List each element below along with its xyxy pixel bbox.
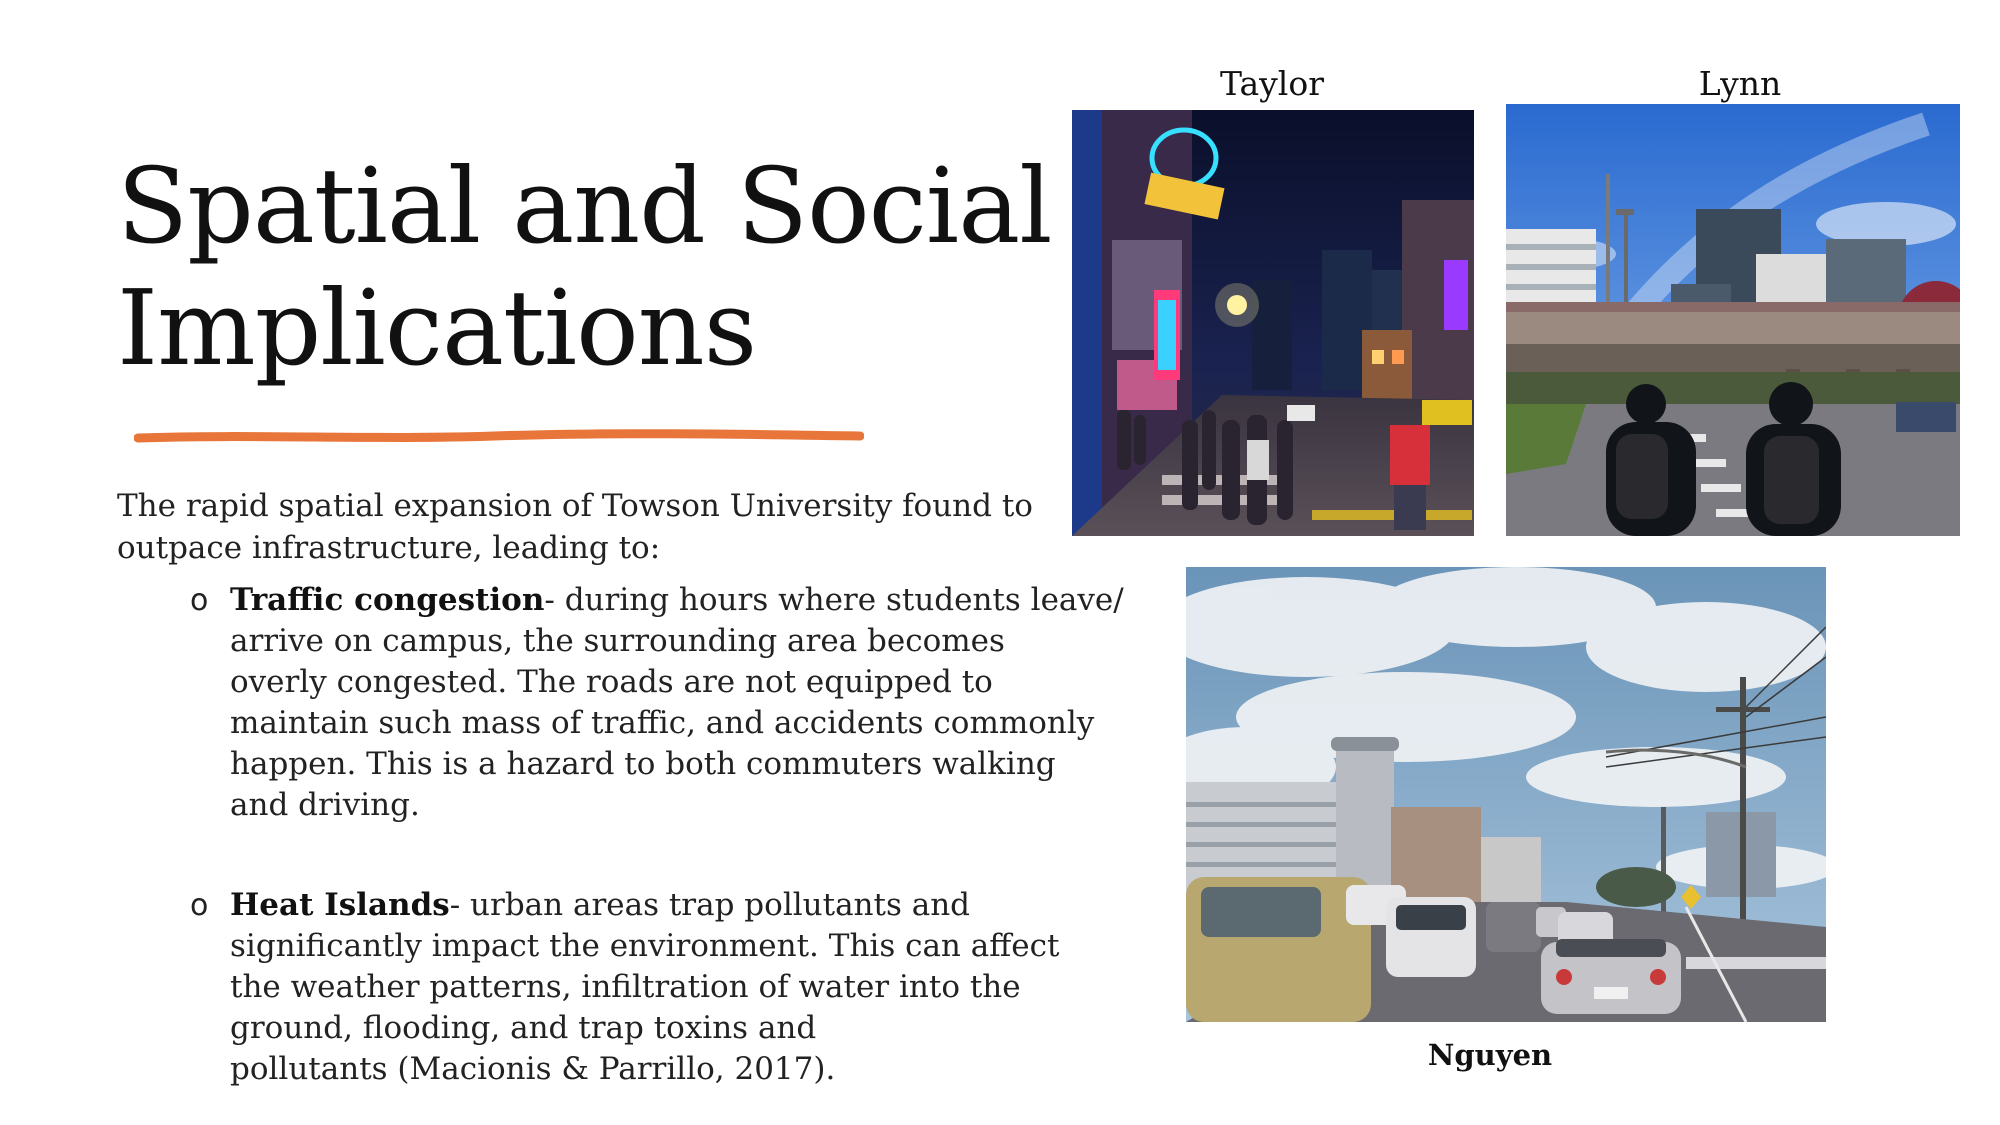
bullet-line: the weather patterns, infiltration of water into the [230, 969, 1021, 1005]
bullet-text: - during hours where students leave/ [544, 582, 1124, 618]
bullet-text: - urban areas trap pollutants and [449, 887, 971, 923]
bullet-body [230, 885, 1070, 1090]
bullet-term: Traffic congestion [230, 582, 545, 618]
bullet-line: arrive on campus, the surrounding area becomes [230, 623, 1005, 659]
bullet-body [230, 580, 1124, 826]
bullet-line: overly congested. The roads are not equipped to [230, 664, 993, 700]
title-accent-underline [134, 426, 864, 448]
photo-lynn-overpass [1506, 104, 1960, 536]
photo-label-nguyen: Nguyen [1427, 1038, 1553, 1072]
intro-paragraph [117, 485, 1037, 569]
bullet-term: Heat Islands [230, 887, 450, 923]
title-line-2: Implications [117, 267, 757, 389]
bullet-first-line [230, 885, 1070, 926]
bullet-first-line [230, 580, 1124, 621]
bullet-line: maintain such mass of traffic, and accidents commonly [230, 705, 1095, 741]
photo-taylor-night-street [1072, 110, 1474, 536]
photo-nguyen-traffic [1186, 567, 1826, 1022]
photo-label-lynn: Lynn [1698, 64, 1782, 103]
bullet-marker: o [190, 583, 209, 618]
title-line-1: Spatial and Social [117, 145, 1052, 267]
bullet-marker: o [190, 888, 209, 923]
bullet-line: significantly impact the environment. This can affect [230, 928, 1060, 964]
bullet-line: ground, flooding, and trap toxins and [230, 1010, 817, 1046]
bullet-line: and driving. [230, 787, 420, 823]
bullet-line: happen. This is a hazard to both commuters walking [230, 746, 1056, 782]
intro-line-1: The rapid spatial expansion of Towson University found to [117, 488, 1033, 524]
intro-line-2: outpace infrastructure, leading to: [117, 530, 661, 566]
photo-label-taylor: Taylor [1220, 64, 1324, 103]
slide-title [117, 145, 1052, 389]
bullet-line: pollutants (Macionis & Parrillo, 2017). [230, 1051, 836, 1087]
